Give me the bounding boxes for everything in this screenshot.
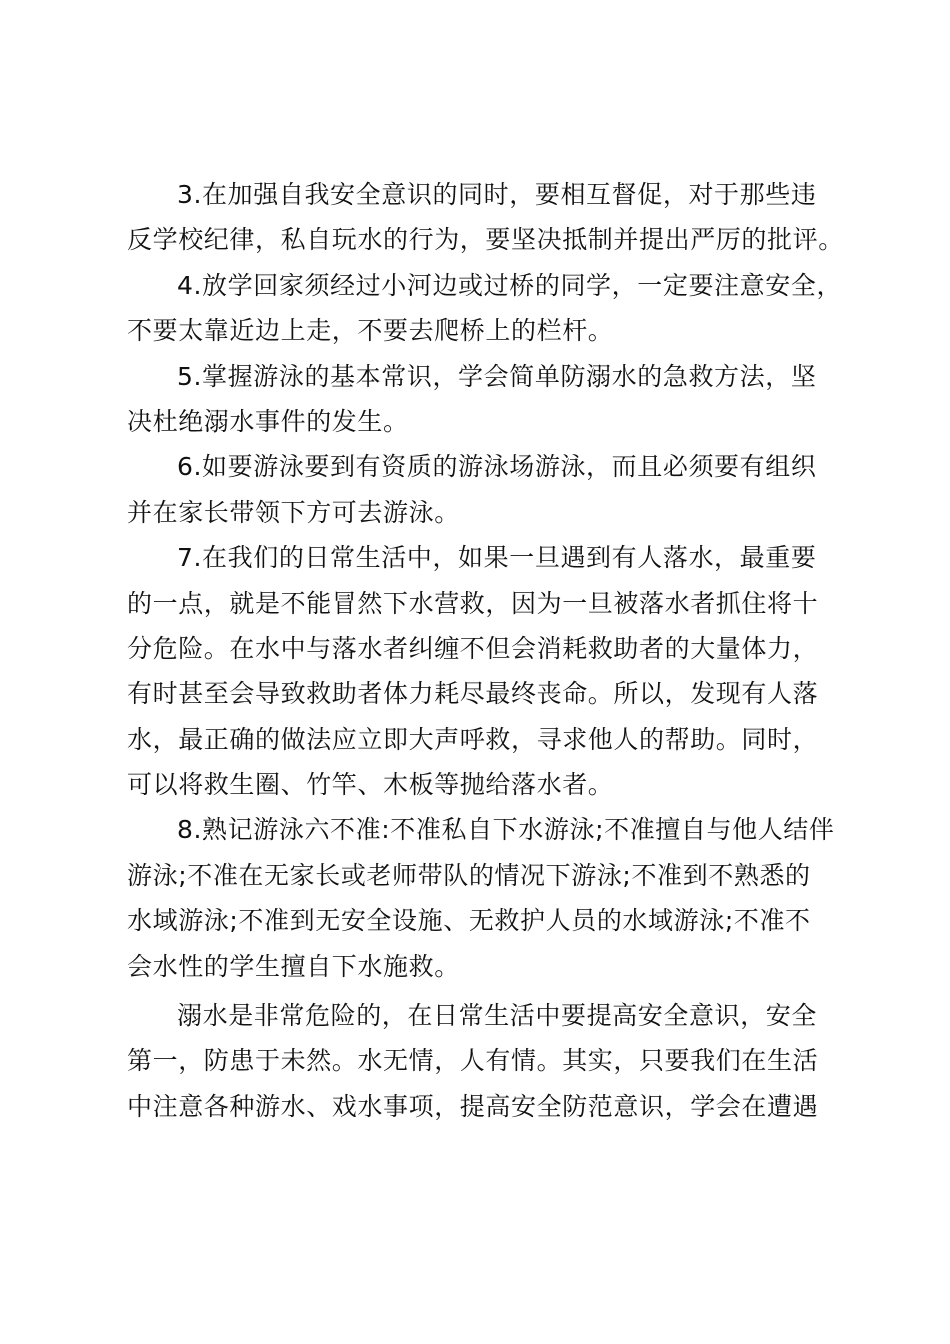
text-line: 3.在加强自我安全意识的同时，要相互督促，对于那些违 xyxy=(177,180,817,209)
text-line: 第一，防患于未然。水无情，人有情。其实，只要我们在生活 xyxy=(127,1046,819,1076)
text-line: 7.在我们的日常生活中，如果一旦遇到有人落水，最重要 xyxy=(177,543,817,573)
text-line: 可以将救生圈、竹竿、木板等抛给落水者。 xyxy=(127,770,614,800)
document-body xyxy=(127,172,844,1129)
paragraph-item-5 xyxy=(127,354,839,445)
paragraph-conclusion xyxy=(127,993,839,1129)
paragraph-item-6 xyxy=(127,444,839,535)
paragraph-item-4 xyxy=(127,263,843,354)
text-line: 决杜绝溺水事件的发生。 xyxy=(127,406,409,436)
text-line: 5.掌握游泳的基本常识，学会简单防溺水的急救方法，坚 xyxy=(177,361,817,391)
text-line: 分危险。在水中与落水者纠缠不但会消耗救助者的大量体力， xyxy=(127,633,819,663)
text-line: 并在家长带领下方可去游泳。 xyxy=(127,497,460,527)
text-line: 6.如要游泳要到有资质的游泳场游泳，而且必须要有组织 xyxy=(177,452,817,482)
text-line: 4.放学回家须经过小河边或过桥的同学，一定要注意安全， xyxy=(177,270,843,300)
text-line: 8.熟记游泳六不准:不准私自下水游泳;不准擅自与他人结伴 xyxy=(177,815,835,845)
text-line: 中注意各种游水、戏水事项，提高安全防范意识，学会在遭遇 xyxy=(127,1091,819,1121)
text-line: 会水性的学生擅自下水施救。 xyxy=(127,951,460,981)
text-line: 水域游泳;不准到无安全设施、无救护人员的水域游泳;不准不 xyxy=(127,906,811,936)
text-line: 溺水是非常危险的，在日常生活中要提高安全意识，安全 xyxy=(177,1001,818,1031)
paragraph-item-3 xyxy=(127,172,844,263)
paragraph-item-7 xyxy=(127,535,839,807)
text-line: 游泳;不准在无家长或老师带队的情况下游泳;不准到不熟悉的 xyxy=(127,860,811,890)
text-line: 有时甚至会导致救助者体力耗尽最终丧命。所以，发现有人落 xyxy=(127,679,819,709)
text-line: 水，最正确的做法应立即大声呼救，寻求他人的帮助。同时， xyxy=(127,724,819,754)
text-line: 的一点，就是不能冒然下水营救，因为一旦被落水者抓住将十 xyxy=(127,588,819,618)
text-line: 不要太靠近边上走，不要去爬桥上的栏杆。 xyxy=(127,316,614,346)
paragraph-item-8 xyxy=(127,807,839,989)
text-line: 反学校纪律，私自玩水的行为，要坚决抵制并提出严厉的批评。 xyxy=(127,225,844,255)
